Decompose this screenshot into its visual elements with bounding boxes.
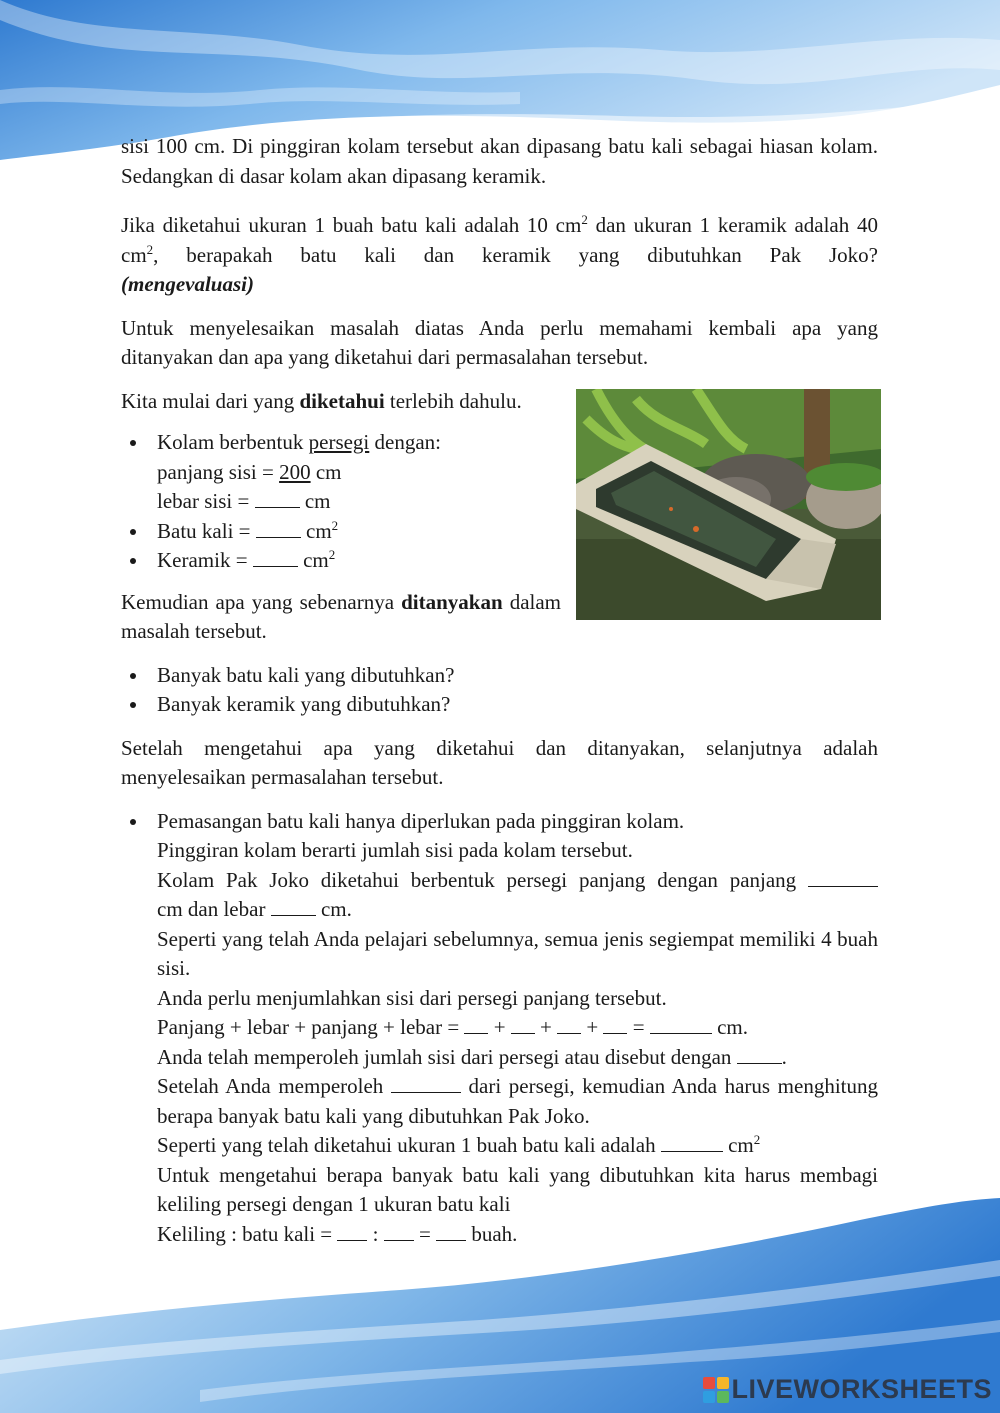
intro-paragraph: sisi 100 cm. Di pinggiran kolam tersebut akan dipasang batu kali sebagai hiasan kolam. Sedangkan di dasar kolam akan dipasang keramik.	[121, 134, 878, 188]
known-intro-text: Kita mulai dari yang	[121, 388, 300, 413]
asked-intro	[121, 588, 561, 647]
solution-line: Pemasangan batu kali hanya diperlukan pada pinggiran kolam.	[157, 808, 685, 833]
solution-text: Seperti yang telah diketahui ukuran 1 buah batu kali adalah	[157, 1133, 661, 1157]
sum-blank-2[interactable]	[511, 1015, 535, 1034]
list-item: Banyak keramik yang dibutuhkan?	[121, 690, 878, 720]
sum-blank-4[interactable]	[603, 1015, 627, 1034]
known-list	[121, 428, 561, 576]
solution-line: Seperti yang telah Anda pelajari sebelumnya, semua jenis segiempat memiliki 4 buah sisi.	[157, 926, 878, 980]
superscript: 2	[146, 241, 154, 257]
equals-sign: =	[413, 1221, 437, 1246]
known-intro	[121, 387, 561, 417]
plus-sign: +	[534, 1015, 558, 1039]
approach-paragraph: Untuk menyelesaikan masalah diatas Anda perlu memahami kembali apa yang ditanyakan dan apa yang diketahui dari permasalahan tersebut.	[121, 315, 878, 369]
known-keyword: diketahui	[299, 388, 385, 413]
solution-line	[157, 1013, 878, 1043]
term-blank-input[interactable]	[737, 1045, 782, 1064]
known-shape-word: persegi	[308, 430, 370, 454]
solution-line	[157, 866, 878, 896]
superscript: 2	[331, 517, 339, 533]
solution-line: Untuk mengetahui berapa banyak batu kali yang dibutuhkan kita harus membagi keliling persegi dengan 1 ukuran batu kali	[157, 1162, 878, 1216]
superscript: 2	[753, 1132, 761, 1147]
solution-line: Anda perlu menjumlahkan sisi dari persegi panjang tersebut.	[157, 985, 667, 1010]
solution-text: dari persegi, kemudian Anda harus menghitung berapa banyak batu kali yang dibutuhkan Pak Joko.	[157, 1074, 878, 1128]
plus-sign: +	[488, 1015, 511, 1039]
solution-line	[157, 895, 878, 925]
solution-text: .	[781, 1044, 787, 1069]
term-repeat-input[interactable]	[391, 1074, 461, 1093]
unit-text: cm	[722, 1133, 754, 1157]
keramik-label: Keramik =	[157, 548, 253, 572]
solution-line	[157, 1043, 878, 1073]
division-blank-2[interactable]	[384, 1222, 414, 1241]
colon-sign: :	[367, 1221, 384, 1246]
solution-text: cm dan lebar	[157, 897, 266, 921]
list-item: Banyak batu kali yang dibutuhkan?	[121, 661, 878, 691]
division-blank-1[interactable]	[337, 1222, 367, 1241]
batu-label: Batu kali =	[157, 518, 256, 543]
lebar-unit: cm	[299, 489, 331, 513]
plus-sign: +	[581, 1015, 604, 1039]
sum-result-input[interactable]	[650, 1015, 712, 1034]
skill-tag: (mengevaluasi)	[121, 272, 254, 296]
solution-line	[157, 1131, 878, 1161]
keramik-unit: cm	[297, 548, 329, 572]
solution-line	[157, 1072, 878, 1131]
question-text-a: Jika diketahui ukuran 1 buah batu kali adalah 10 cm	[121, 213, 582, 237]
solution-text: Panjang + lebar + panjang + lebar =	[157, 1015, 465, 1039]
transition-paragraph: Setelah mengetahui apa yang diketahui dan ditanyakan, selanjutnya adalah menyelesaikan permasalahan tersebut.	[121, 735, 878, 789]
list-item	[121, 517, 561, 547]
batu-unit: cm	[300, 518, 332, 543]
asked-intro-text-end: dalam masalah tersebut.	[121, 589, 562, 643]
unit-text: buah.	[466, 1221, 518, 1246]
superscript: 2	[581, 212, 588, 227]
batu-size-input[interactable]	[661, 1133, 723, 1152]
solution-line	[157, 1220, 878, 1250]
lebar-label: lebar sisi =	[157, 489, 255, 513]
panjang-value: 200	[279, 459, 311, 484]
lebar-answer-input[interactable]	[271, 897, 316, 916]
question-text-b: dan ukuran 1 keramik adalah 40 cm	[121, 213, 878, 267]
keramik-blank-input[interactable]	[253, 548, 298, 567]
superscript: 2	[328, 547, 336, 562]
question-text-c: , berapakah batu kali dan keramik yang dibutuhkan Pak Joko?	[153, 242, 878, 267]
known-kolam-text: Kolam berbentuk	[157, 430, 309, 454]
liveworksheets-logo	[703, 1374, 992, 1405]
lebar-blank-input[interactable]	[255, 489, 300, 508]
known-intro-text-end: terlebih dahulu.	[384, 388, 522, 413]
list-item	[121, 428, 561, 458]
solution-item	[121, 807, 878, 1250]
solution-text: Anda telah memperoleh jumlah sisi dari persegi atau disebut dengan	[157, 1044, 737, 1069]
pond-photo	[576, 389, 881, 620]
known-kolam-text-end: dengan:	[369, 430, 442, 454]
liveworksheets-logo-icon	[703, 1377, 729, 1403]
division-result-input[interactable]	[436, 1222, 466, 1241]
panjang-unit: cm	[310, 459, 342, 484]
solution-text: Setelah Anda memperoleh	[157, 1074, 384, 1098]
asked-intro-text: Kemudian apa yang sebenarnya	[121, 589, 402, 614]
list-item	[121, 546, 561, 576]
sum-blank-3[interactable]	[557, 1015, 581, 1034]
sum-blank-1[interactable]	[464, 1015, 488, 1034]
batu-blank-input[interactable]	[256, 519, 301, 538]
list-item	[121, 458, 561, 488]
list-item	[121, 487, 561, 517]
liveworksheets-logo-text: LIVEWORKSHEETS	[731, 1374, 992, 1404]
question-paragraph	[121, 211, 878, 270]
solution-text: Kolam Pak Joko diketahui berbentuk persegi panjang dengan panjang	[157, 867, 797, 892]
solution-text: Keliling : batu kali =	[157, 1221, 338, 1246]
asked-list	[121, 661, 878, 720]
panjang-label: panjang sisi =	[157, 459, 280, 484]
asked-keyword: ditanyakan	[401, 589, 503, 614]
panjang-answer-input[interactable]	[808, 868, 878, 887]
solution-line: Pinggiran kolam berarti jumlah sisi pada kolam tersebut.	[157, 838, 633, 862]
solution-text: cm.	[320, 897, 352, 921]
equals-sign: =	[627, 1015, 650, 1039]
worksheet-content	[121, 132, 878, 1249]
unit-text: cm.	[711, 1015, 748, 1039]
solution-list	[121, 807, 878, 1250]
